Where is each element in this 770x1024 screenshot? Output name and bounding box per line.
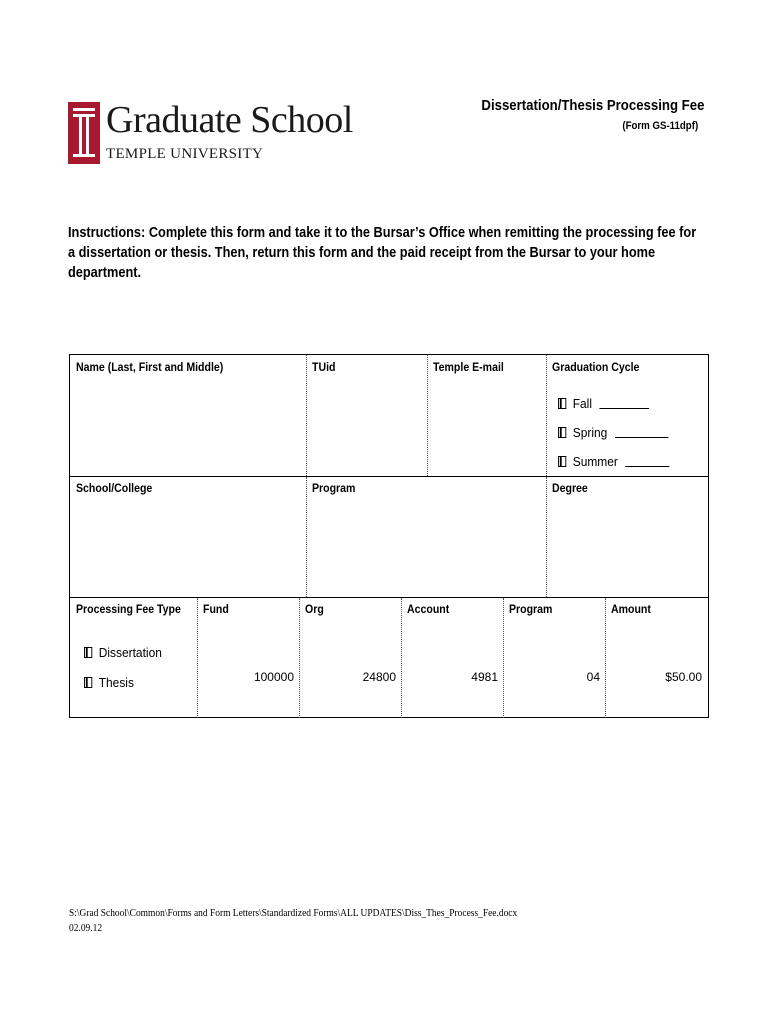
fund-value: 100000 xyxy=(253,670,294,684)
temple-t-icon xyxy=(68,102,100,164)
checkbox-icon[interactable] xyxy=(84,647,92,658)
account-value: 4981 xyxy=(471,670,498,684)
program-code-value: 04 xyxy=(586,670,600,684)
fee-option-dissertation[interactable]: Dissertation xyxy=(84,645,162,660)
degree-label: Degree xyxy=(552,481,588,495)
checkbox-icon[interactable] xyxy=(558,398,566,409)
fee-option-thesis[interactable]: Thesis xyxy=(84,675,134,690)
cycle-option-spring[interactable]: Spring xyxy=(558,425,668,440)
tuid-label: TUid xyxy=(312,360,336,374)
file-path: S:\Grad School\Common\Forms and Form Letters\Standardized Forms\ALL UPDATES\Diss_Thes_Process_Fee.docx xyxy=(69,908,518,919)
logo-subtitle: TEMPLE UNIVERSITY xyxy=(106,146,264,162)
summer-year-blank[interactable] xyxy=(625,454,669,467)
amount-value: $50.00 xyxy=(665,670,702,684)
org-value: 24800 xyxy=(362,670,396,684)
program-label: Program xyxy=(312,481,356,495)
fee-type-label: Processing Fee Type xyxy=(76,602,181,616)
document-footer xyxy=(69,906,517,936)
cycle-option-fall[interactable]: Fall xyxy=(558,396,649,411)
amount-label: Amount xyxy=(611,602,651,616)
temple-email-label: Temple E-mail xyxy=(433,360,504,374)
name-label: Name (Last, First and Middle) xyxy=(76,360,224,374)
cycle-option-summer[interactable]: Summer xyxy=(558,454,669,469)
logo-name: Graduate School xyxy=(106,99,353,141)
org-label: Org xyxy=(305,602,324,616)
checkbox-icon[interactable] xyxy=(84,677,92,688)
graduation-cycle-label: Graduation Cycle xyxy=(552,360,640,374)
revision-date: 02.09.12 xyxy=(69,923,103,934)
fund-label: Fund xyxy=(203,602,229,616)
fee-form-table xyxy=(69,354,709,718)
checkbox-icon[interactable] xyxy=(558,456,566,467)
spring-year-blank[interactable] xyxy=(615,425,668,438)
form-code: (Form GS-11dpf) xyxy=(622,120,698,132)
temple-graduate-school-logo xyxy=(68,99,353,166)
checkbox-icon[interactable] xyxy=(558,427,566,438)
program-code-label: Program xyxy=(509,602,553,616)
account-label: Account xyxy=(407,602,450,616)
document-title: Dissertation/Thesis Processing Fee xyxy=(480,97,704,114)
fall-year-blank[interactable] xyxy=(599,396,649,409)
school-college-label: School/College xyxy=(76,481,153,495)
instructions-text: Instructions: Complete this form and take it to the Bursar’s Office when remitting the processing fee for a dissertation or thesis. Then, return this form and the paid receipt from the Bursar to your home department. xyxy=(68,225,697,281)
